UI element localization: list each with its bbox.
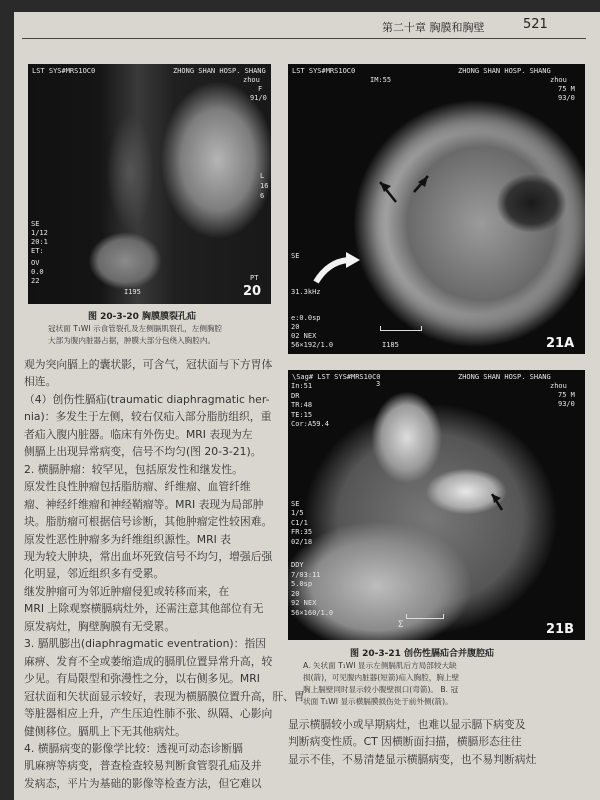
overlay-label: 6 — [260, 192, 265, 200]
overlay-label: 1/12 — [31, 229, 48, 237]
overlay-label: 0.0 — [31, 268, 44, 276]
overlay-label: L — [260, 172, 265, 180]
text-line: 冠状面和矢状面显示较好，表现为横膈膜位置升高，肝、胃 — [24, 689, 305, 703]
overlay-label: 75 M — [558, 85, 575, 93]
text-line: 肌麻痹等病变，普查检查较易判断食管裂孔疝及并 — [24, 759, 262, 773]
overlay-label: DR — [291, 391, 300, 400]
chapter-title: 第二十章 胸膜和胸壁 — [382, 21, 485, 34]
overlay-label: 22 — [31, 277, 40, 285]
overlay-label: 56×160/1.0 — [291, 608, 334, 617]
panel-number: 20 — [243, 284, 262, 299]
text-line: 原发性恶性肿瘤多为纤维组织源性。MRI 表 — [24, 532, 231, 546]
text-line: 发病态，平片为基础的影像等检查方法，但它难以 — [24, 776, 262, 790]
overlay-label: 92 NEX — [291, 599, 317, 607]
overlay-label: I195 — [124, 288, 141, 296]
text-line: 等脏器相应上升，产生压迫性肺不张、纵隔、心影向 — [24, 707, 273, 721]
overlay-label: 93/0 — [558, 94, 575, 102]
mri-image-20 — [28, 64, 271, 304]
arrow-icon — [288, 370, 585, 640]
caption-line: 损(箭)，可见腹内脏器(短箭)疝入胸腔，胸上壁 — [303, 673, 460, 682]
text-line: 侧膈上出现异常病变，信号不均匀(图 20-3-21)。 — [24, 445, 262, 459]
text-line: 者疝入腹内脏器。临床有外伤史。MRI 表现为左 — [24, 427, 253, 441]
panel-number: 21A — [546, 336, 575, 351]
overlay-label: 93/0 — [558, 400, 575, 408]
overlay-label: ZHONG SHAN HOSP. SHANG — [173, 67, 266, 75]
text-line: nia)：多发生于左侧，较右仅疝入部分脂肪组织，重 — [24, 410, 272, 424]
overlay-label: \Sag# LST SYS#MRS10C0 — [292, 373, 381, 381]
text-line: 现为较大肿块，常出血坏死致信号不均匀，增强后强 — [24, 549, 273, 563]
overlay-label: zhou — [550, 76, 567, 84]
overlay-label: IM:55 — [370, 76, 392, 84]
overlay-label: ZHONG SHAN HOSP. SHANG — [458, 67, 551, 75]
text-line: 显示不佳，不易清楚显示横膈病变，也不易判断病灶 — [288, 752, 537, 766]
overlay-label: 20 — [291, 323, 300, 331]
overlay-label: 91/0 — [250, 94, 267, 102]
text-line: 块。脂肪瘤可根据信号诊断，其他肿瘤定性较困难。 — [24, 515, 273, 529]
overlay-label: 20:1 — [31, 238, 48, 246]
overlay-label: ZHONG SHAN HOSP. SHANG — [458, 373, 551, 381]
text-line: 3. 膈肌膨出(diaphragmatic eventration)：指因 — [24, 637, 267, 651]
overlay-label: DDY — [291, 561, 304, 569]
overlay-label: SE — [31, 220, 40, 228]
text-line: 健侧移位。膈肌上下无其他病灶。 — [24, 724, 186, 738]
overlay-label: SE — [291, 252, 300, 260]
caption-line: 胸上膈壁同时显示较小腹壁损口(弯箭)。 B. 冠 — [303, 685, 459, 694]
page-number: 521 — [523, 17, 548, 32]
text-line: 麻痹、发育不全或萎缩造成的膈肌位置异常升高，较 — [24, 654, 273, 668]
mri-image-21a — [288, 64, 585, 354]
overlay-label: F — [258, 85, 263, 93]
mri-image-21b — [288, 370, 585, 640]
overlay-label: OV — [31, 259, 40, 267]
text-line: 瘤、神经纤维瘤和神经鞘瘤等。MRI 表现为局部肿 — [24, 497, 264, 511]
text-line: 判断病变性质。CT 因横断面扫描，横膈形态往往 — [288, 735, 522, 749]
text-line: 继发肿瘤可为邻近肿瘤侵犯或转移而来，在 — [24, 584, 230, 598]
overlay-label: 20 — [291, 589, 300, 598]
overlay-label: zhou — [243, 76, 260, 84]
overlay-label: LST SYS#MRS1OC0 — [292, 67, 356, 75]
overlay-label: 31.3kHz — [291, 288, 321, 296]
overlay-label: TE:15 — [291, 410, 313, 419]
overlay-label: In:51 — [291, 382, 313, 390]
overlay-label: PT — [250, 274, 259, 282]
overlay-label: 56×192/1.0 — [291, 341, 334, 349]
overlay-label: 75 M — [558, 391, 575, 399]
overlay-label: FR:35 — [291, 528, 313, 536]
arrow-icon — [288, 64, 585, 354]
overlay-label: zhou — [550, 382, 567, 390]
text-line: 相连。 — [24, 375, 57, 389]
caption-line: 冠状面 T₁WI 示食管裂孔及左侧膈肌裂孔，左侧胸腔 — [48, 324, 223, 333]
overlay-label: ET: — [31, 247, 44, 255]
panel-number: 21B — [546, 622, 574, 637]
caption-line: 状面 T₁WI 显示横膈膜损伤处于前外侧(箭)。 — [303, 697, 453, 706]
overlay-label: 1/5 — [291, 509, 304, 517]
caption-title-21: 图 20-3-21 创伤性膈疝合并腹腔疝 — [350, 649, 495, 659]
overlay-label: SE — [291, 499, 300, 508]
header-rule — [22, 38, 586, 39]
caption-text-20 — [48, 323, 222, 347]
caption-line: 大部为腹内脏器占据，肿膜大部分包绕入胸腔内。 — [48, 336, 216, 345]
overlay-label: 5.0sp — [291, 580, 313, 588]
overlay-label: Cor:A59.4 — [291, 420, 329, 428]
text-line: 原发性良性肿瘤包括脂肪瘤、纤维瘤、血管纤维 — [24, 480, 251, 494]
body-text-right — [288, 716, 584, 768]
overlay-label: 02/18 — [291, 537, 313, 546]
text-line: 少见。有局限型和弥漫性之分，以右侧多见。MRI — [24, 672, 260, 686]
text-line: 化明显，邻近组织多有受累。 — [24, 567, 165, 581]
overlay-label: Σ — [398, 620, 404, 630]
text-line: 显示横膈较小或早期病灶，也难以显示膈下病变及 — [288, 718, 526, 731]
overlay-label: TR:48 — [291, 401, 313, 409]
text-line: （4）创伤性膈疝(traumatic diaphragmatic her- — [24, 392, 270, 406]
text-line: 2. 横膈肿瘤：较罕见，包括原发性和继发性。 — [24, 462, 243, 476]
overlay-label: 16 — [260, 182, 269, 190]
overlay-label: 7/03:11 — [291, 570, 321, 579]
caption-line: A. 矢状面 T₁WI 显示左侧膈肌后方局部较大缺 — [303, 661, 457, 670]
text-line: 原发病灶，胸壁胸膜有无受累。 — [24, 619, 176, 633]
overlay-label: C1/1 — [291, 518, 308, 527]
caption-title-20: 图 20-3-20 胸膜膜裂孔疝 — [88, 312, 197, 322]
overlay-label: I185 — [382, 341, 399, 349]
overlay-label: LST SYS#MRS1OC0 — [32, 67, 96, 75]
overlay-label: 3 — [376, 380, 381, 388]
text-line: 观为突向膈上的囊状影，可含气，冠状面与下方胃体 — [24, 358, 273, 371]
overlay-label: 02 NEX — [291, 332, 317, 340]
text-line: 4. 横膈病变的影像学比较：透视可动态诊断膈 — [24, 741, 243, 755]
overlay-label: e:0.0sp — [291, 314, 321, 322]
caption-text-21 — [303, 660, 459, 708]
text-line: MRI 上除观察横膈病灶外，还需注意其他部位有无 — [24, 602, 264, 616]
